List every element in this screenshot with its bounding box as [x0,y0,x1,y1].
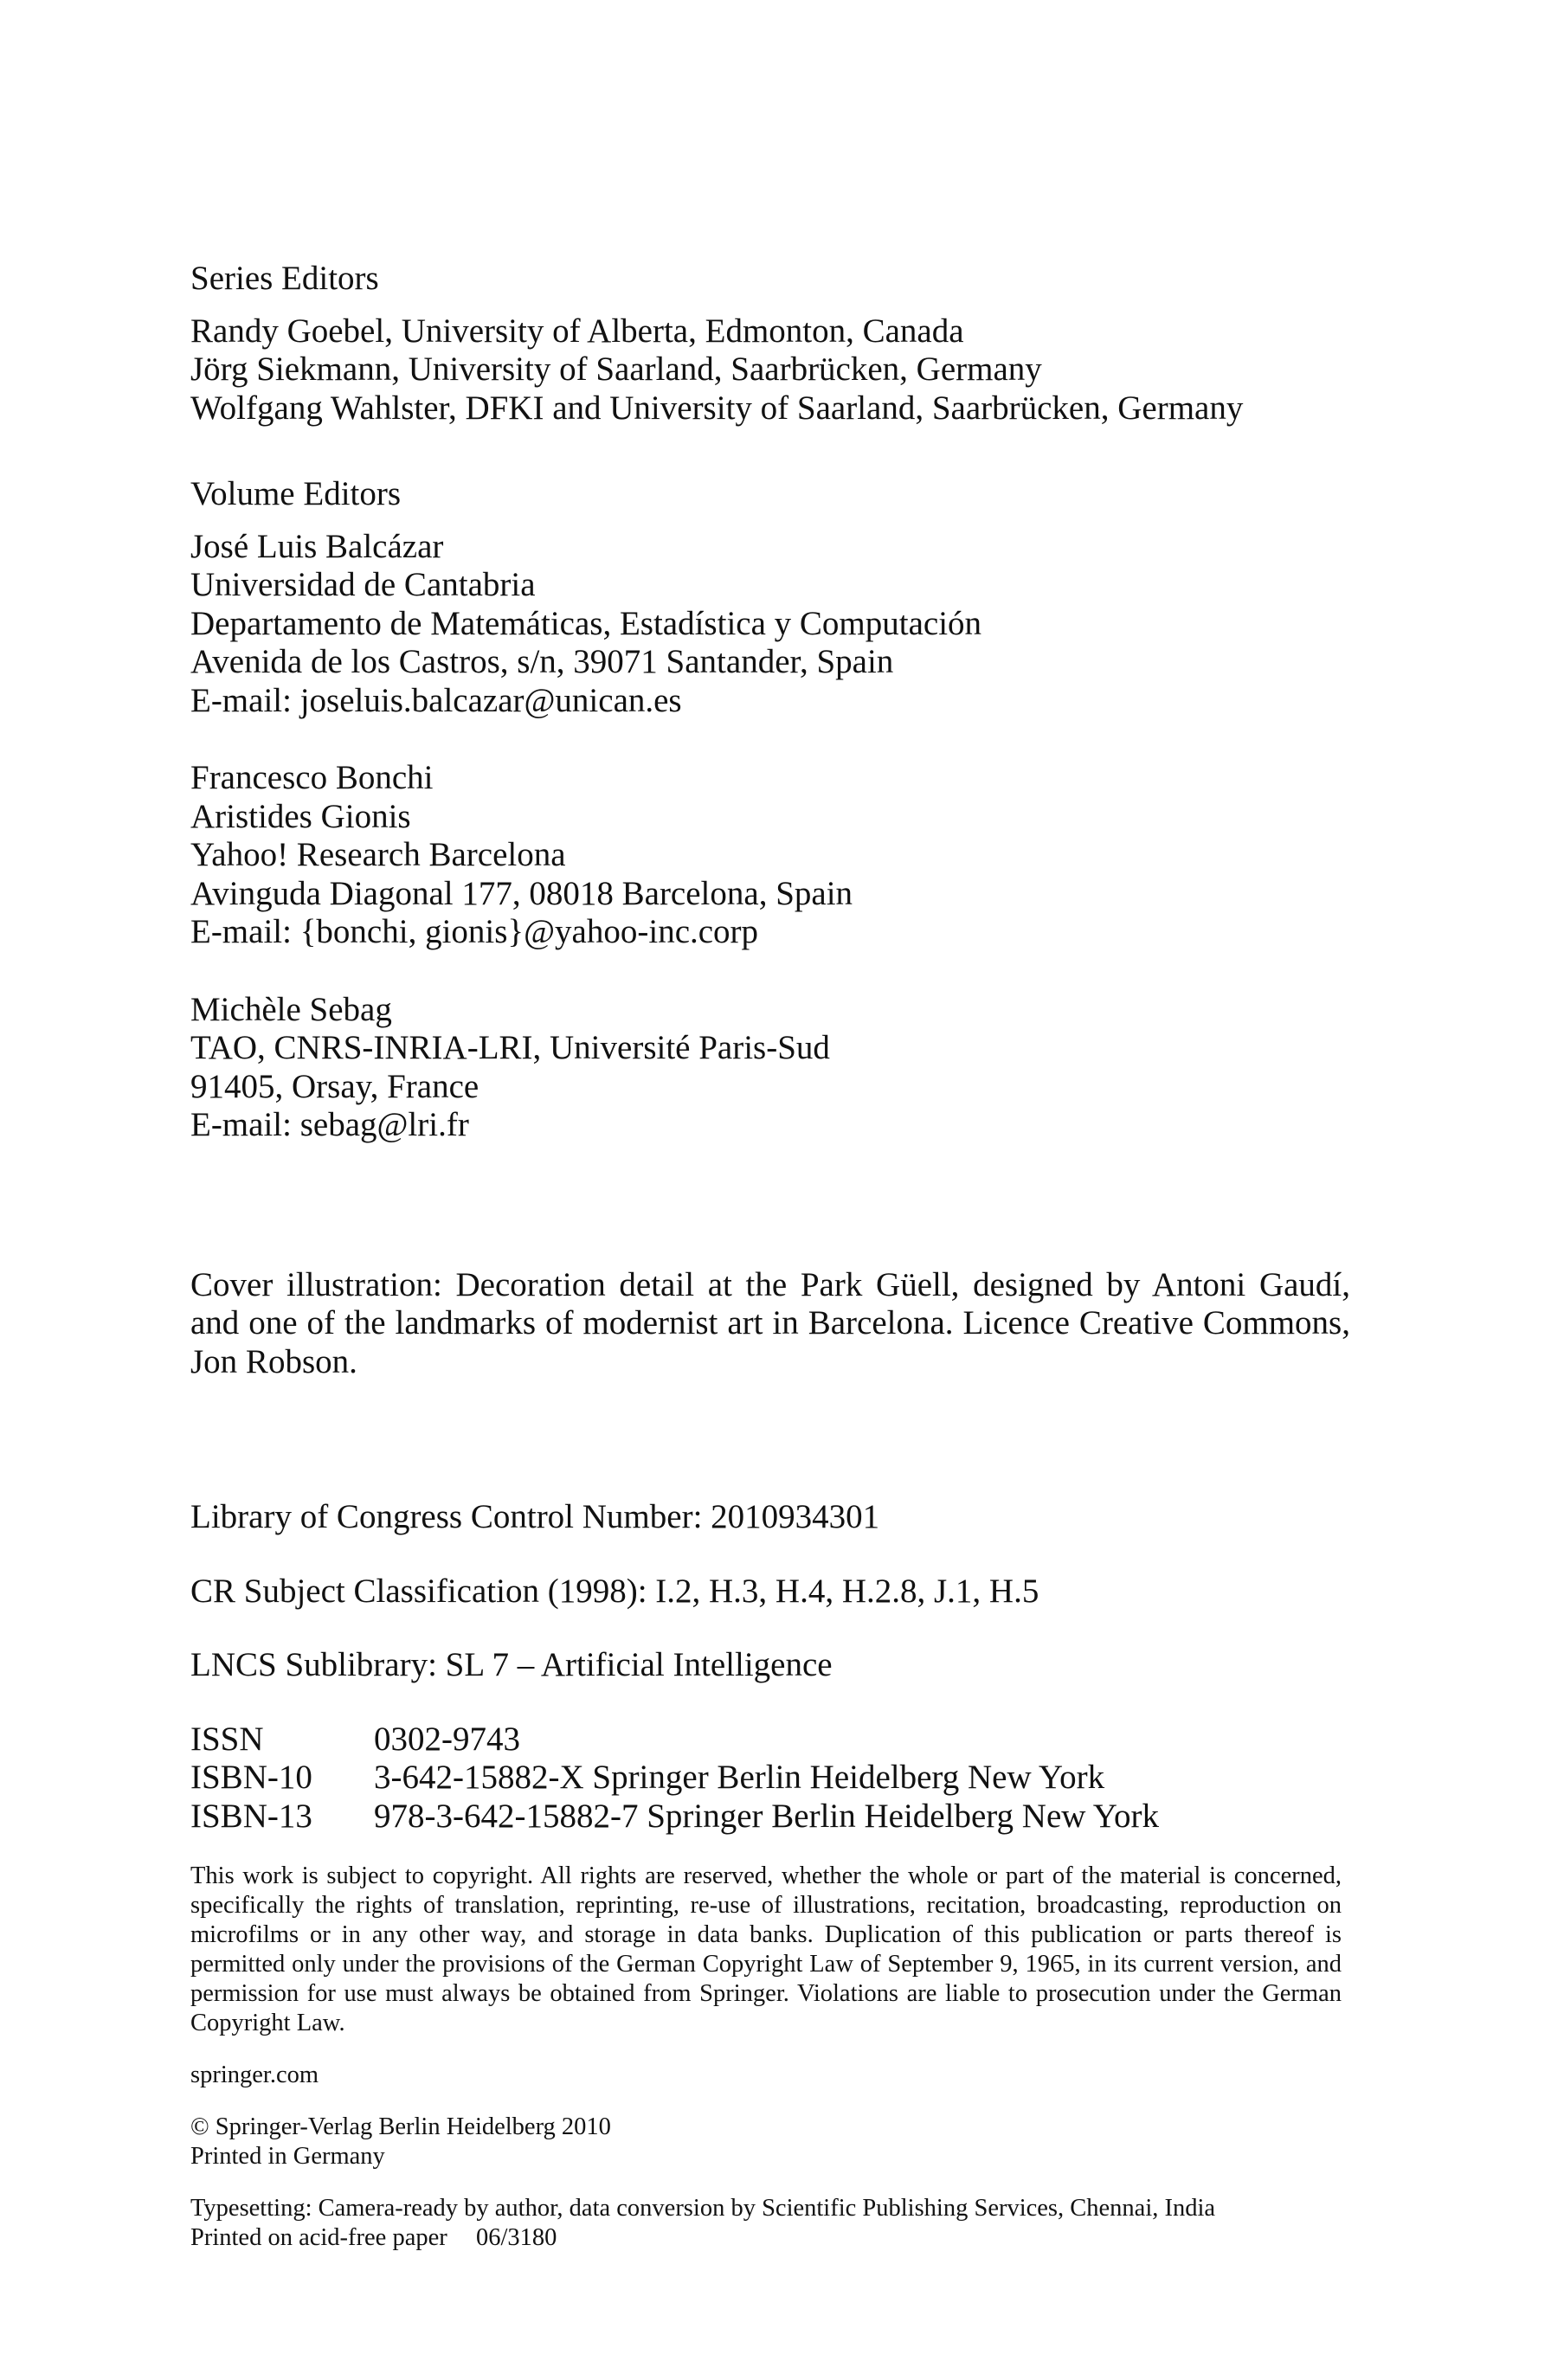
series-editor-line: Wolfgang Wahlster, DFKI and University of Saarland, Saarbrücken, Germany [190,389,1244,427]
editor-name: José Luis Balcázar [190,527,444,565]
lncs-sublibrary: LNCS Sublibrary: SL 7 – Artificial Intelligence [190,1646,833,1683]
editor-affiliation: Universidad de Cantabria [190,566,536,603]
acid-free-paper-note: Printed on acid-free paper [190,2224,447,2251]
typesetting-note: Typesetting: Camera-ready by author, data conversion by Scientific Publishing Services, Chennai, India [190,2195,1216,2222]
editor-affiliation: TAO, CNRS-INRIA-LRI, Université Paris-Sud [190,1029,830,1066]
editor-address-block [190,759,1350,952]
editor-address: Avenida de los Castros, s/n, 39071 Santander, Spain [190,643,894,680]
copyright-page [190,260,1350,2253]
series-editors-section [190,260,1350,428]
cover-illustration-credit: Cover illustration: Decoration detail at the Park Güell, designed by Antoni Gaudí, and one of the landmarks of modernist art in Barcelona. Licence Creative Commons, Jon Robson. [190,1265,1350,1380]
issn-label: ISSN [190,1720,264,1758]
volume-editors-heading: Volume Editors [190,475,402,512]
copyright-block [190,2113,1350,2171]
editor-email: E-mail: {bonchi, gionis}@yahoo-inc.corp [190,913,759,950]
production-block [190,2194,1350,2253]
publisher-website: springer.com [190,2062,319,2088]
editor-affiliation: Yahoo! Research Barcelona [190,836,566,873]
isbn10-value: 3-642-15882-X Springer Berlin Heidelberg New York [374,1759,1105,1796]
editor-name: Aristides Gionis [190,797,411,835]
editor-email: E-mail: sebag@lri.fr [190,1106,469,1143]
identifier-table [190,1721,1350,1836]
issn-value: 0302-9743 [374,1720,520,1758]
editor-address: Avinguda Diagonal 177, 08018 Barcelona, Spain [190,874,853,912]
editor-department: Departamento de Matemáticas, Estadística y Computación [190,604,982,642]
library-of-congress-number: Library of Congress Control Number: 2010934301 [190,1498,880,1535]
series-editor-line: Randy Goebel, University of Alberta, Edmonton, Canada [190,312,964,350]
printed-in: Printed in Germany [190,2143,385,2170]
isbn13-label: ISBN-13 [190,1797,312,1835]
copyright-notice: This work is subject to copyright. All rights are reserved, whether the whole or part of the material is concerned, specifically the rights of translation, reprinting, re-use of illustrations, recitation, broadcasting, reproduction on microfilms or in any other way, and storage in data banks. Duplication of this publication or parts thereof is permitted only under the provisions of the German Copyright Law of September 9, 1965, in its current version, and permission for use must always be obtained from Springer. Violations are liable to prosecution under the German Copyright Law. [190,1862,1342,2036]
volume-editors-section [190,475,1350,1145]
editor-address: 91405, Orsay, France [190,1067,479,1105]
isbn13-value: 978-3-642-15882-7 Springer Berlin Heidelberg New York [374,1797,1159,1835]
series-editor-line: Jörg Siekmann, University of Saarland, Saarbrücken, Germany [190,351,1042,388]
cr-subject-classification: CR Subject Classification (1998): I.2, H.3, H.4, H.2.8, J.1, H.5 [190,1572,1039,1610]
series-editors-heading: Series Editors [190,260,379,297]
editor-address-block [190,991,1350,1145]
paper-line [190,2223,1350,2253]
editor-name: Francesco Bonchi [190,759,434,796]
editor-name: Michèle Sebag [190,990,392,1028]
isbn10-label: ISBN-10 [190,1759,312,1796]
copyright-line: © Springer-Verlag Berlin Heidelberg 2010 [190,2113,611,2140]
print-code: 06/3180 [476,2224,557,2251]
editor-address-block [190,528,1350,721]
editor-email: E-mail: joseluis.balcazar@unican.es [190,681,682,719]
